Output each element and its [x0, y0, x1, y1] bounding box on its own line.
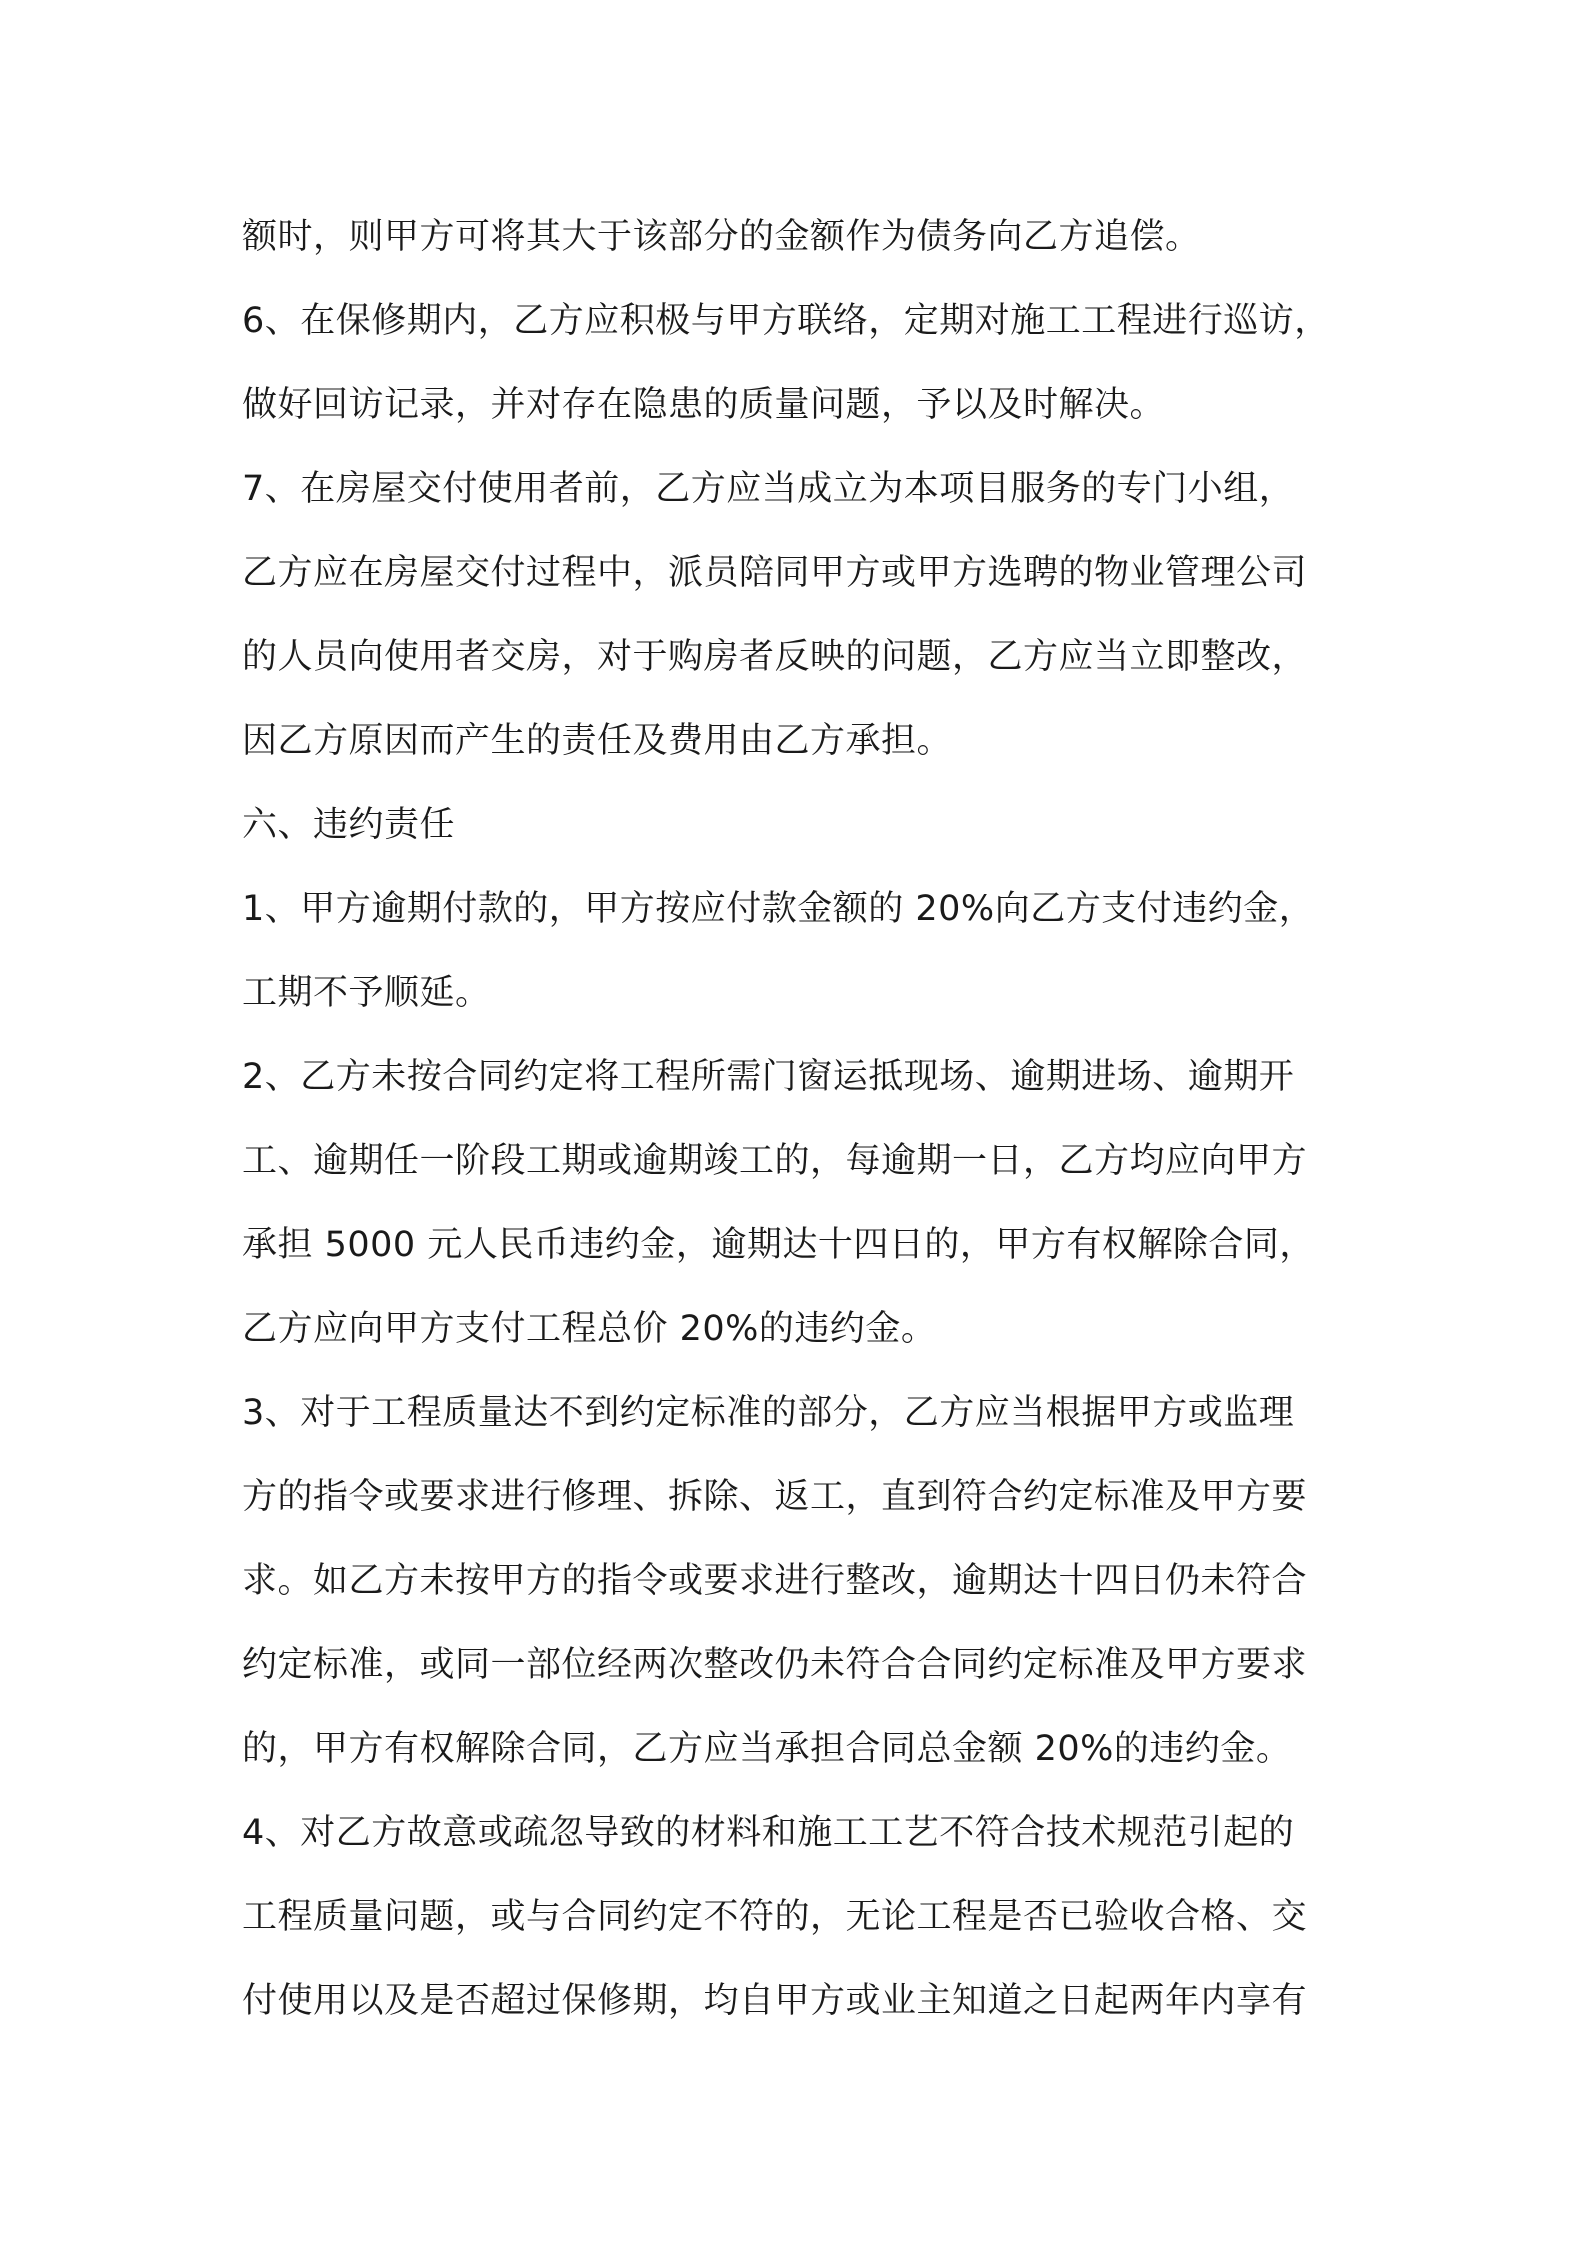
- document-body: [242, 195, 1382, 2043]
- text-line: 的，甲方有权解除合同，乙方应当承担合同总金额 20%的违约金。: [242, 1729, 1292, 1769]
- text-line: 4、对乙方故意或疏忽导致的材料和施工工艺不符合技术规范引起的: [242, 1813, 1295, 1853]
- text-line: 7、在房屋交付使用者前，乙方应当成立为本项目服务的专门小组，: [242, 469, 1295, 509]
- text-line: 工期不予顺延。: [242, 973, 491, 1013]
- text-line: 乙方应在房屋交付过程中，派员陪同甲方或甲方选聘的物业管理公司: [242, 553, 1308, 593]
- section-heading: 六、违约责任: [242, 805, 456, 845]
- text-line: 做好回访记录，并对存在隐患的质量问题，予以及时解决。: [242, 385, 1166, 425]
- text-line: 额时，则甲方可将其大于该部分的金额作为债务向乙方追偿。: [242, 217, 1201, 257]
- text-line: 承担 5000 元人民币违约金，逾期达十四日的，甲方有权解除合同，: [242, 1225, 1315, 1265]
- text-line: 6、在保修期内，乙方应积极与甲方联络，定期对施工工程进行巡访，: [242, 301, 1330, 341]
- text-line: 因乙方原因而产生的责任及费用由乙方承担。: [242, 721, 953, 761]
- text-line: 3、对于工程质量达不到约定标准的部分，乙方应当根据甲方或监理: [242, 1393, 1295, 1433]
- text-line: 付使用以及是否超过保修期，均自甲方或业主知道之日起两年内享有: [242, 1981, 1308, 2021]
- text-line: 的人员向使用者交房，对于购房者反映的问题，乙方应当立即整改，: [242, 637, 1308, 677]
- text-line: 工程质量问题，或与合同约定不符的，无论工程是否已验收合格、交: [242, 1897, 1308, 1937]
- text-line: 约定标准，或同一部位经两次整改仍未符合合同约定标准及甲方要求: [242, 1645, 1308, 1685]
- text-line: 乙方应向甲方支付工程总价 20%的违约金。: [242, 1309, 937, 1349]
- text-line: 工、逾期任一阶段工期或逾期竣工的，每逾期一日，乙方均应向甲方: [242, 1141, 1308, 1181]
- text-line: 2、乙方未按合同约定将工程所需门窗运抵现场、逾期进场、逾期开: [242, 1057, 1295, 1097]
- text-line: 1、甲方逾期付款的，甲方按应付款金额的 20%向乙方支付违约金，: [242, 889, 1315, 929]
- text-line: 方的指令或要求进行修理、拆除、返工，直到符合约定标准及甲方要: [242, 1477, 1308, 1517]
- text-line: 求。如乙方未按甲方的指令或要求进行整改，逾期达十四日仍未符合: [242, 1561, 1308, 1601]
